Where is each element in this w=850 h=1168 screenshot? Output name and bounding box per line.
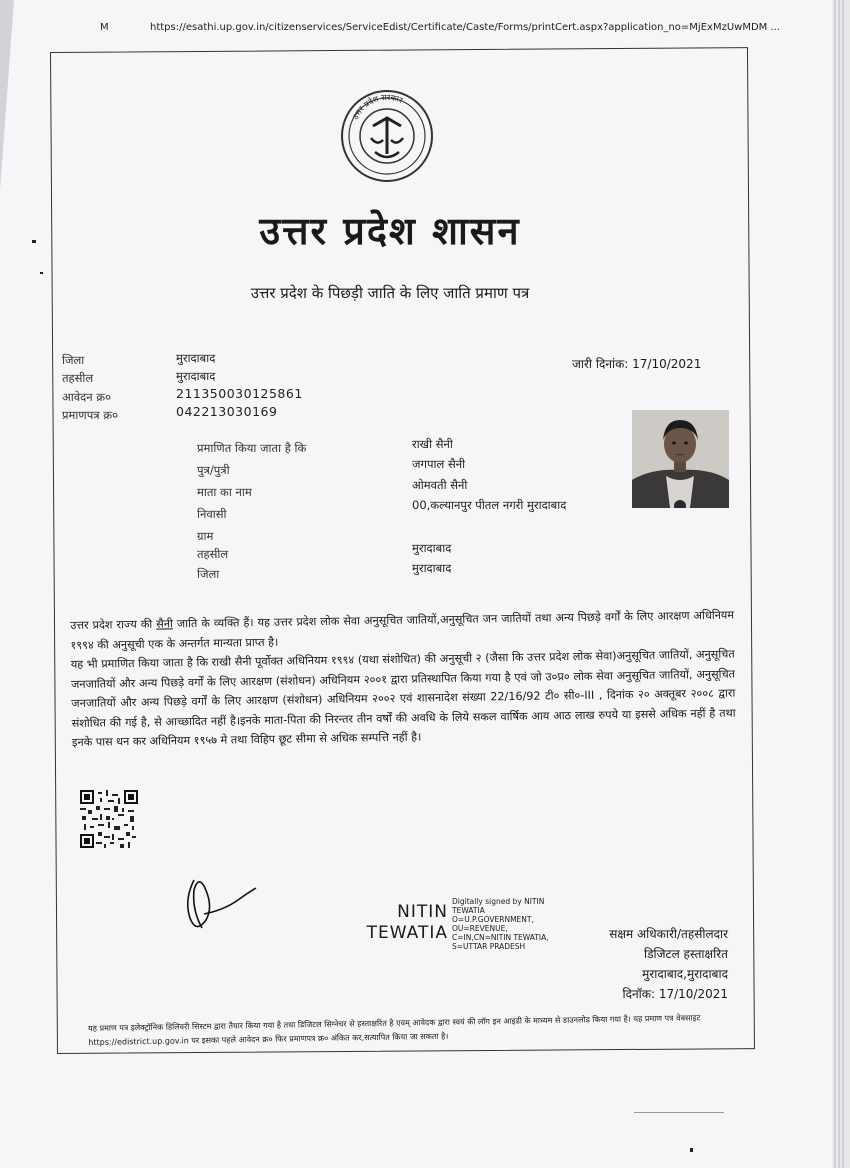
- body-text-certification: यह भी प्रमाणित किया जाता है कि राखी सैनी पूर्वोक्त अधिनियम १९९४ (यथा संशोधित) की अनुसूची २ (जैसा कि उत्तर प्रदेश लोक सेवा)अनुसूचित जातियों, अनुसूचित जनजातियों और अन्य पिछड़े वर्गों के लिए आरक्षण (संशोधन) अधिनियम २००१ द्वारा प्रतिस्थापित किया गया है एवं जो उ०प्र० लोक सेवा अनुसूचित जातियों, अनुसूचित जनजातियों और अन्य पिछड़े वर्गों के लिए आरक्षण (संशोधन) अधिनियम २००२ एवं शासनादेश संख्या 22/16/92 टी० सी०-III , दिनांक २० अक्तूबर २००८ द्वारा संशोधित की गई है, से आच्छादित नहीं है।इनके माता-पिता की निरन्तर तीन वर्षों की अवधि के लिये सकल वार्षिक आय आठ लाख रुपये या इससे अधिक नहीं है तथा इनके पास धन कर अधिनियम १९५७ मे तथा विहिप छूट सीमा से अधिक सम्पत्ति नहीं है।: [70, 647, 736, 749]
- scan-speck: [32, 240, 36, 243]
- page-edge: [838, 0, 840, 1168]
- detail-label-certified: प्रमाणित किया जाता है कि: [197, 441, 307, 455]
- digital-signature-details: Digitally signed by NITIN TEWATIA O=U.P.GOVERNMENT, OU=REVENUE, C=IN,CN=NITIN TEWATIA, S=UTTAR PRADESH: [452, 897, 549, 951]
- qr-code[interactable]: [80, 790, 138, 848]
- detail-label-child-of: पुत्र/पुत्री: [197, 463, 230, 477]
- body-text-recognition: जाति के व्यक्ति हैं। यह उत्तर प्रदेश लोक सेवा अनुसूचित जातियों,अनुसूचित जन जातियों तथा अन्य पिछड़े वर्गों के लिए आरक्षण अधिनियम १९९४ की अनुसूची एक के अन्तर्गत मान्यता प्राप्त है।: [70, 608, 735, 652]
- body-caste: सैनी: [156, 617, 174, 631]
- certificate-body: [70, 606, 736, 753]
- detail-value-tehsil: मुरादाबाद: [412, 541, 452, 555]
- body-text-intro: उत्तर प्रदेश राज्य की: [70, 617, 157, 632]
- handwritten-signature: [180, 870, 260, 940]
- detail-label-mother: माता का नाम: [197, 485, 252, 499]
- certificate-number-value: 042213030169: [176, 404, 278, 419]
- detail-label-resident: निवासी: [197, 507, 227, 521]
- browser-url[interactable]: https://esathi.up.gov.in/citizenservices/ServiceEdist/Certificate/Caste/Forms/printCert.aspx?application_no=MjExMzUwMDM ...: [150, 22, 780, 33]
- digital-signature-name: [356, 902, 448, 944]
- detail-value-district: मुरादाबाद: [412, 561, 452, 575]
- application-number-label: आवेदन क्र०: [62, 390, 112, 404]
- detail-value-mother: ओमवती सैनी: [412, 478, 468, 492]
- page-edge: [842, 0, 844, 1168]
- tehsil-label: तहसील: [62, 371, 94, 385]
- detail-value-address: 00,कल्यानपुर पीतल नगरी मुरादाबाद: [412, 498, 567, 512]
- detail-value-name: राखी सैनी: [412, 437, 453, 451]
- detail-label-tehsil: तहसील: [197, 547, 229, 561]
- application-number-value: 211350030125861: [176, 386, 303, 401]
- verification-footer: यह प्रमाण पत्र इलेक्ट्रॉनिक डिलिवरी सिस्टम द्वारा तैयार किया गया है तथा डिजिटल सिग्नेचर से हस्ताक्षरित है एवम् आवेदक द्वारा स्वयं की लॉग इन आइडी के माध्यम से डाउनलोड किया गया है। यह प्रमाण पत्र वेबसाइट https://edistrict.up.gov.in पर इसका पहले आवेदन क्र० फिर प्रमाणपत्र क्र० अंकित कर,सत्यापित किया जा सकता है।: [88, 1013, 701, 1047]
- page-edge: [834, 0, 836, 1168]
- svg-text:उत्तर प्रदेश सरकार: [351, 93, 405, 121]
- scan-speck: [40, 272, 43, 274]
- emblem-text: उत्तर प्रदेश सरकार: [350, 92, 404, 122]
- officer-designation: सक्षम अधिकारी/तहसीलदार: [609, 927, 728, 941]
- scan-speck: [634, 1112, 724, 1113]
- detail-label-district: जिला: [197, 567, 220, 581]
- detail-label-village: ग्राम: [197, 529, 214, 543]
- officer-location: मुरादाबाद,मुरादाबाद: [642, 967, 728, 981]
- district-value: मुरादाबाद: [176, 351, 216, 365]
- scan-speck: [690, 1148, 693, 1152]
- issue-date: जारी दिनांक: 17/10/2021: [572, 357, 702, 371]
- up-government-emblem: [337, 88, 437, 184]
- certificate-title: उत्तर प्रदेश शासन: [259, 208, 521, 253]
- issuing-officer-block: [566, 924, 728, 1004]
- applicant-photo: [632, 410, 729, 508]
- detail-value-father: जगपाल सैनी: [412, 457, 466, 471]
- paper-fold: [0, 0, 14, 190]
- officer-date: दिनॉक: 17/10/2021: [622, 987, 728, 1001]
- officer-digital-signed: डिजिटल हस्ताक्षरित: [644, 947, 728, 961]
- district-label: जिला: [62, 353, 85, 367]
- certificate-subtitle: उत्तर प्रदेश के पिछड़ी जाति के लिए जाति प्रमाण पत्र: [250, 284, 530, 302]
- digital-signature-last-name: TEWATIA: [366, 923, 448, 943]
- tehsil-value: मुरादाबाद: [176, 369, 216, 383]
- browser-tab-fragment: M: [100, 22, 109, 33]
- certificate-number-label: प्रमाणपत्र क्र०: [62, 408, 119, 422]
- digital-signature-first-name: NITIN: [397, 902, 448, 922]
